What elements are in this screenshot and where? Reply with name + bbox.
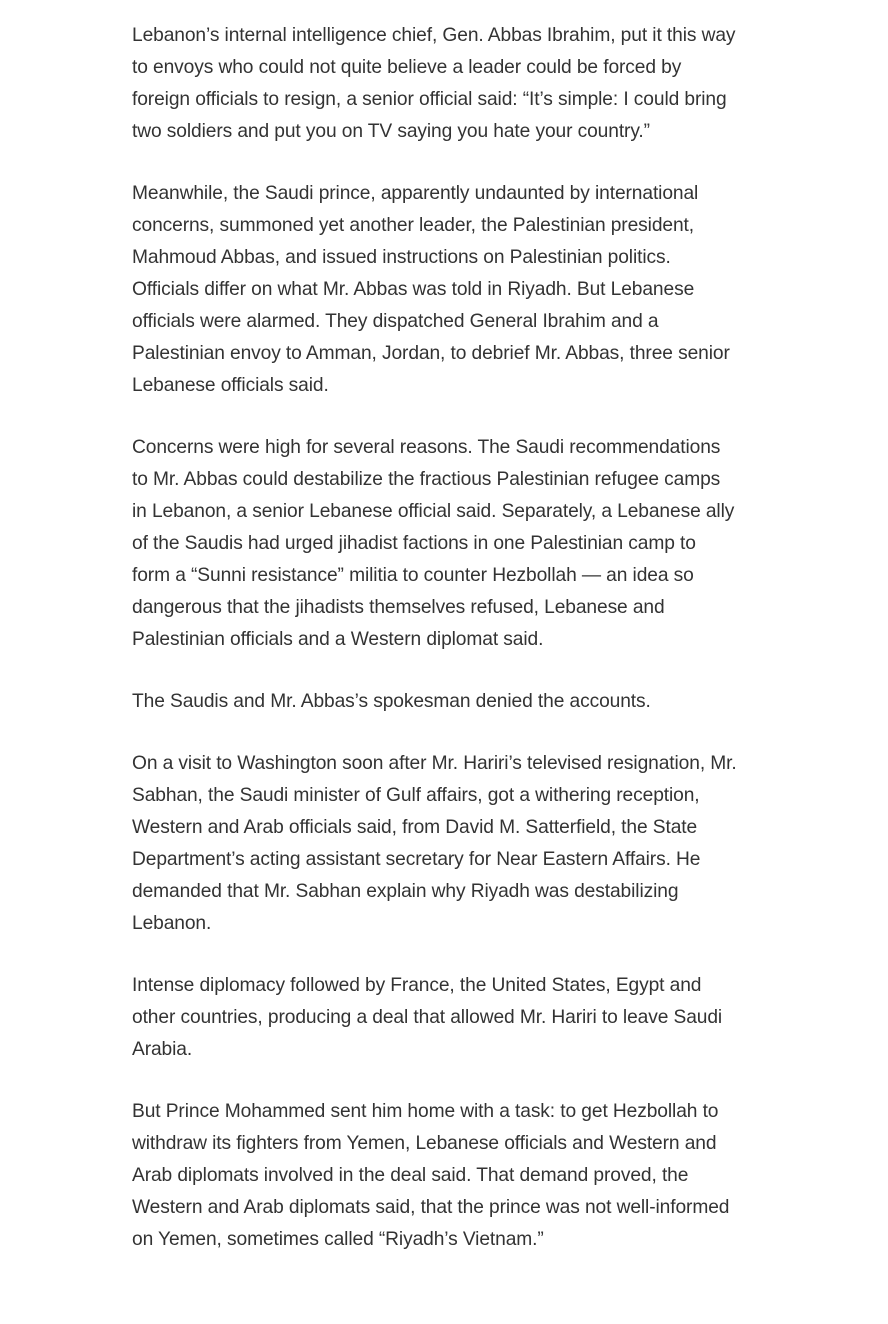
article-paragraph: On a visit to Washington soon after Mr. Hariri’s televised resignation, Mr. Sabhan, the Saudi minister of Gulf affairs, got a withering reception, Western and Arab officials said, from David M. Satterfield, the State Department’s acting assistant secretary for Near Eastern Affairs. He demanded that Mr. Sabhan explain why Riyadh was destabilizing Lebanon.	[132, 753, 737, 934]
article-paragraph: Meanwhile, the Saudi prince, apparently undaunted by international concerns, summoned yet another leader, the Palestinian president, Mahmoud Abbas, and issued instructions on Palestinian politics. Officials differ on what Mr. Abbas was told in Riyadh. But Lebanese officials were alarmed. They dispatched General Ibrahim and a Palestinian envoy to Amman, Jordan, to debrief Mr. Abbas, three senior Lebanese officials said.	[132, 183, 730, 396]
article-paragraph: Intense diplomacy followed by France, the United States, Egypt and other countries, producing a deal that allowed Mr. Hariri to leave Saudi Arabia.	[132, 975, 723, 1060]
article-paragraph: Lebanon’s internal intelligence chief, Gen. Abbas Ibrahim, put it this way to envoys who could not quite believe a leader could be forced by foreign officials to resign, a senior official said: “It’s simple: I could bring two soldiers and put you on TV saying you hate your country.”	[132, 25, 736, 142]
article-body	[132, 20, 738, 1286]
article-paragraph: The Saudis and Mr. Abbas’s spokesman denied the accounts.	[132, 691, 651, 712]
article-paragraph: Concerns were high for several reasons. The Saudi recommendations to Mr. Abbas could destabilize the fractious Palestinian refugee camps in Lebanon, a senior Lebanese official said. Separately, a Lebanese ally of the Saudis had urged jihadist factions in one Palestinian camp to form a “Sunni resistance” militia to counter Hezbollah — an idea so dangerous that the jihadists themselves refused, Lebanese and Palestinian officials and a Western diplomat said.	[132, 437, 735, 650]
article-paragraph: But Prince Mohammed sent him home with a task: to get Hezbollah to withdraw its fighters from Yemen, Lebanese officials and Western and Arab diplomats involved in the deal said. That demand proved, the Western and Arab diplomats said, that the prince was not well-informed on Yemen, sometimes called “Riyadh’s Vietnam.”	[132, 1101, 730, 1250]
